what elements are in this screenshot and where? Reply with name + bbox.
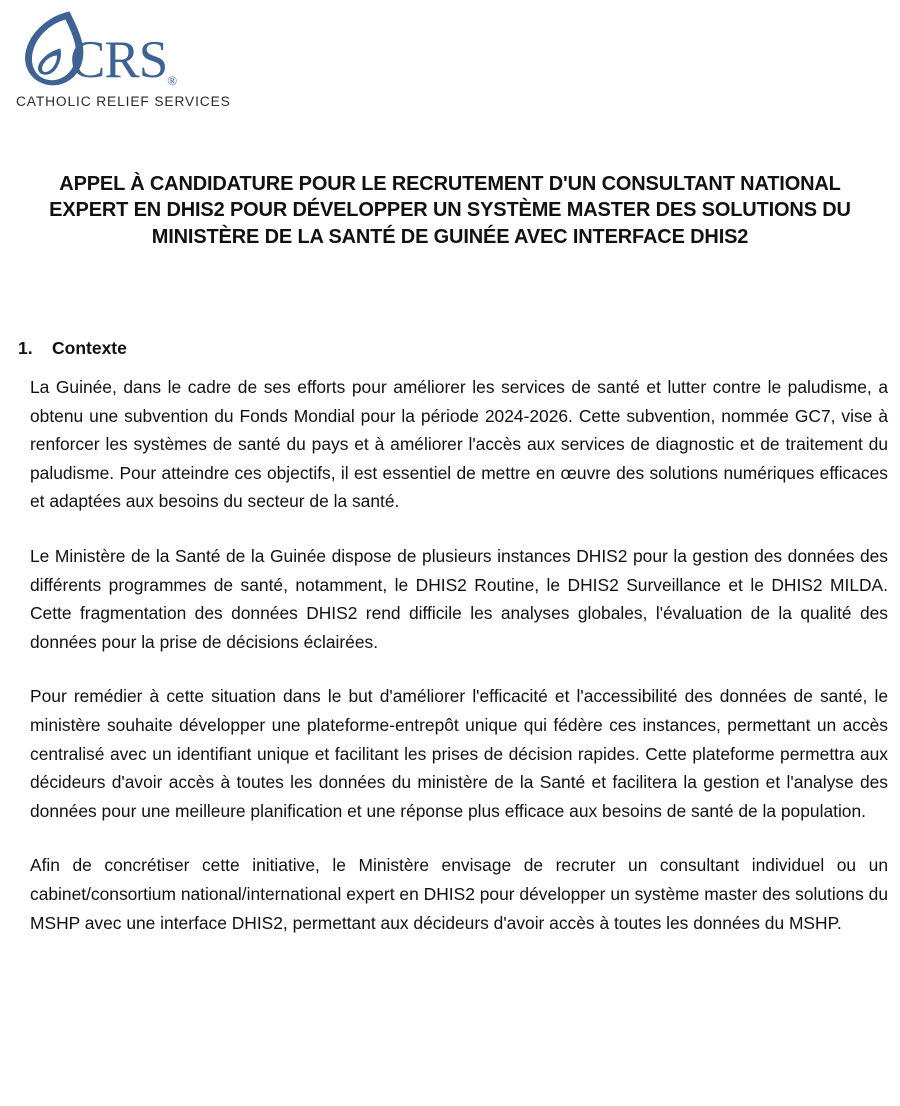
document-title: APPEL À CANDIDATURE POUR LE RECRUTEMENT D'UN CONSULTANT NATIONAL EXPERT EN DHIS2 POUR DÉVELOPPER UN SYSTÈME MASTER DES SOLUTIONS DU MINISTÈRE DE LA SANTÉ DE GUINÉE AVEC INTERFACE DHIS2 — [49, 172, 851, 248]
paragraph: Afin de concrétiser cette initiative, le Ministère envisage de recruter un consultant individuel ou un cabinet/consortium national/international expert en DHIS2 pour développer un système master des solutions du MSHP avec une interface DHIS2, permettant aux décideurs d'avoir accès à toutes les données du MSHP. — [30, 855, 888, 933]
document-body — [30, 373, 888, 937]
registered-trademark-icon: ® — [167, 73, 178, 88]
section-title: Contexte — [52, 337, 127, 358]
crs-wordmark-text: CRS — [70, 31, 168, 89]
paragraph: Pour remédier à cette situation dans le but d'améliorer l'efficacité et l'accessibilité des données de santé, le ministère souhaite développer une plateforme-entrepôt unique qui fédère ces instances, permettant un accès centralisé avec un identifiant unique et facilitant les prises de décision rapides. Cette plateforme permettra aux décideurs d'avoir accès à toutes les données du ministère de la Santé et facilitera la gestion et l'analyse des données pour une meilleure planification et une réponse plus efficace aux besoins de santé de la population. — [30, 686, 888, 821]
crs-wordmark — [70, 31, 178, 89]
section-heading-contexte — [18, 337, 127, 359]
crs-tagline: CATHOLIC RELIEF SERVICES — [16, 94, 231, 110]
paragraph: Le Ministère de la Santé de la Guinée dispose de plusieurs instances DHIS2 pour la gestion des données des différents programmes de santé, notamment, le DHIS2 Routine, le DHIS2 Surveillance et le DHIS2 MILDA. Cette fragmentation des données DHIS2 rend difficile les analyses globales, l'évaluation de la qualité des données pour la prise de décisions éclairées. — [30, 545, 888, 652]
crs-logo — [8, 6, 231, 112]
paragraph: La Guinée, dans le cadre de ses efforts pour améliorer les services de santé et lutter contre le paludisme, a obtenu une subvention du Fonds Mondial pour la période 2024-2026. Cette subvention, nommée GC7, vise à renforcer les systèmes de santé du pays et à améliorer l'accès aux services de diagnostic et de traitement du paludisme. Pour atteindre ces objectifs, il est essentiel de mettre en œuvre des solutions numériques efficaces et adaptées aux besoins du secteur de la santé. — [30, 377, 888, 512]
section-number: 1. — [18, 337, 33, 358]
